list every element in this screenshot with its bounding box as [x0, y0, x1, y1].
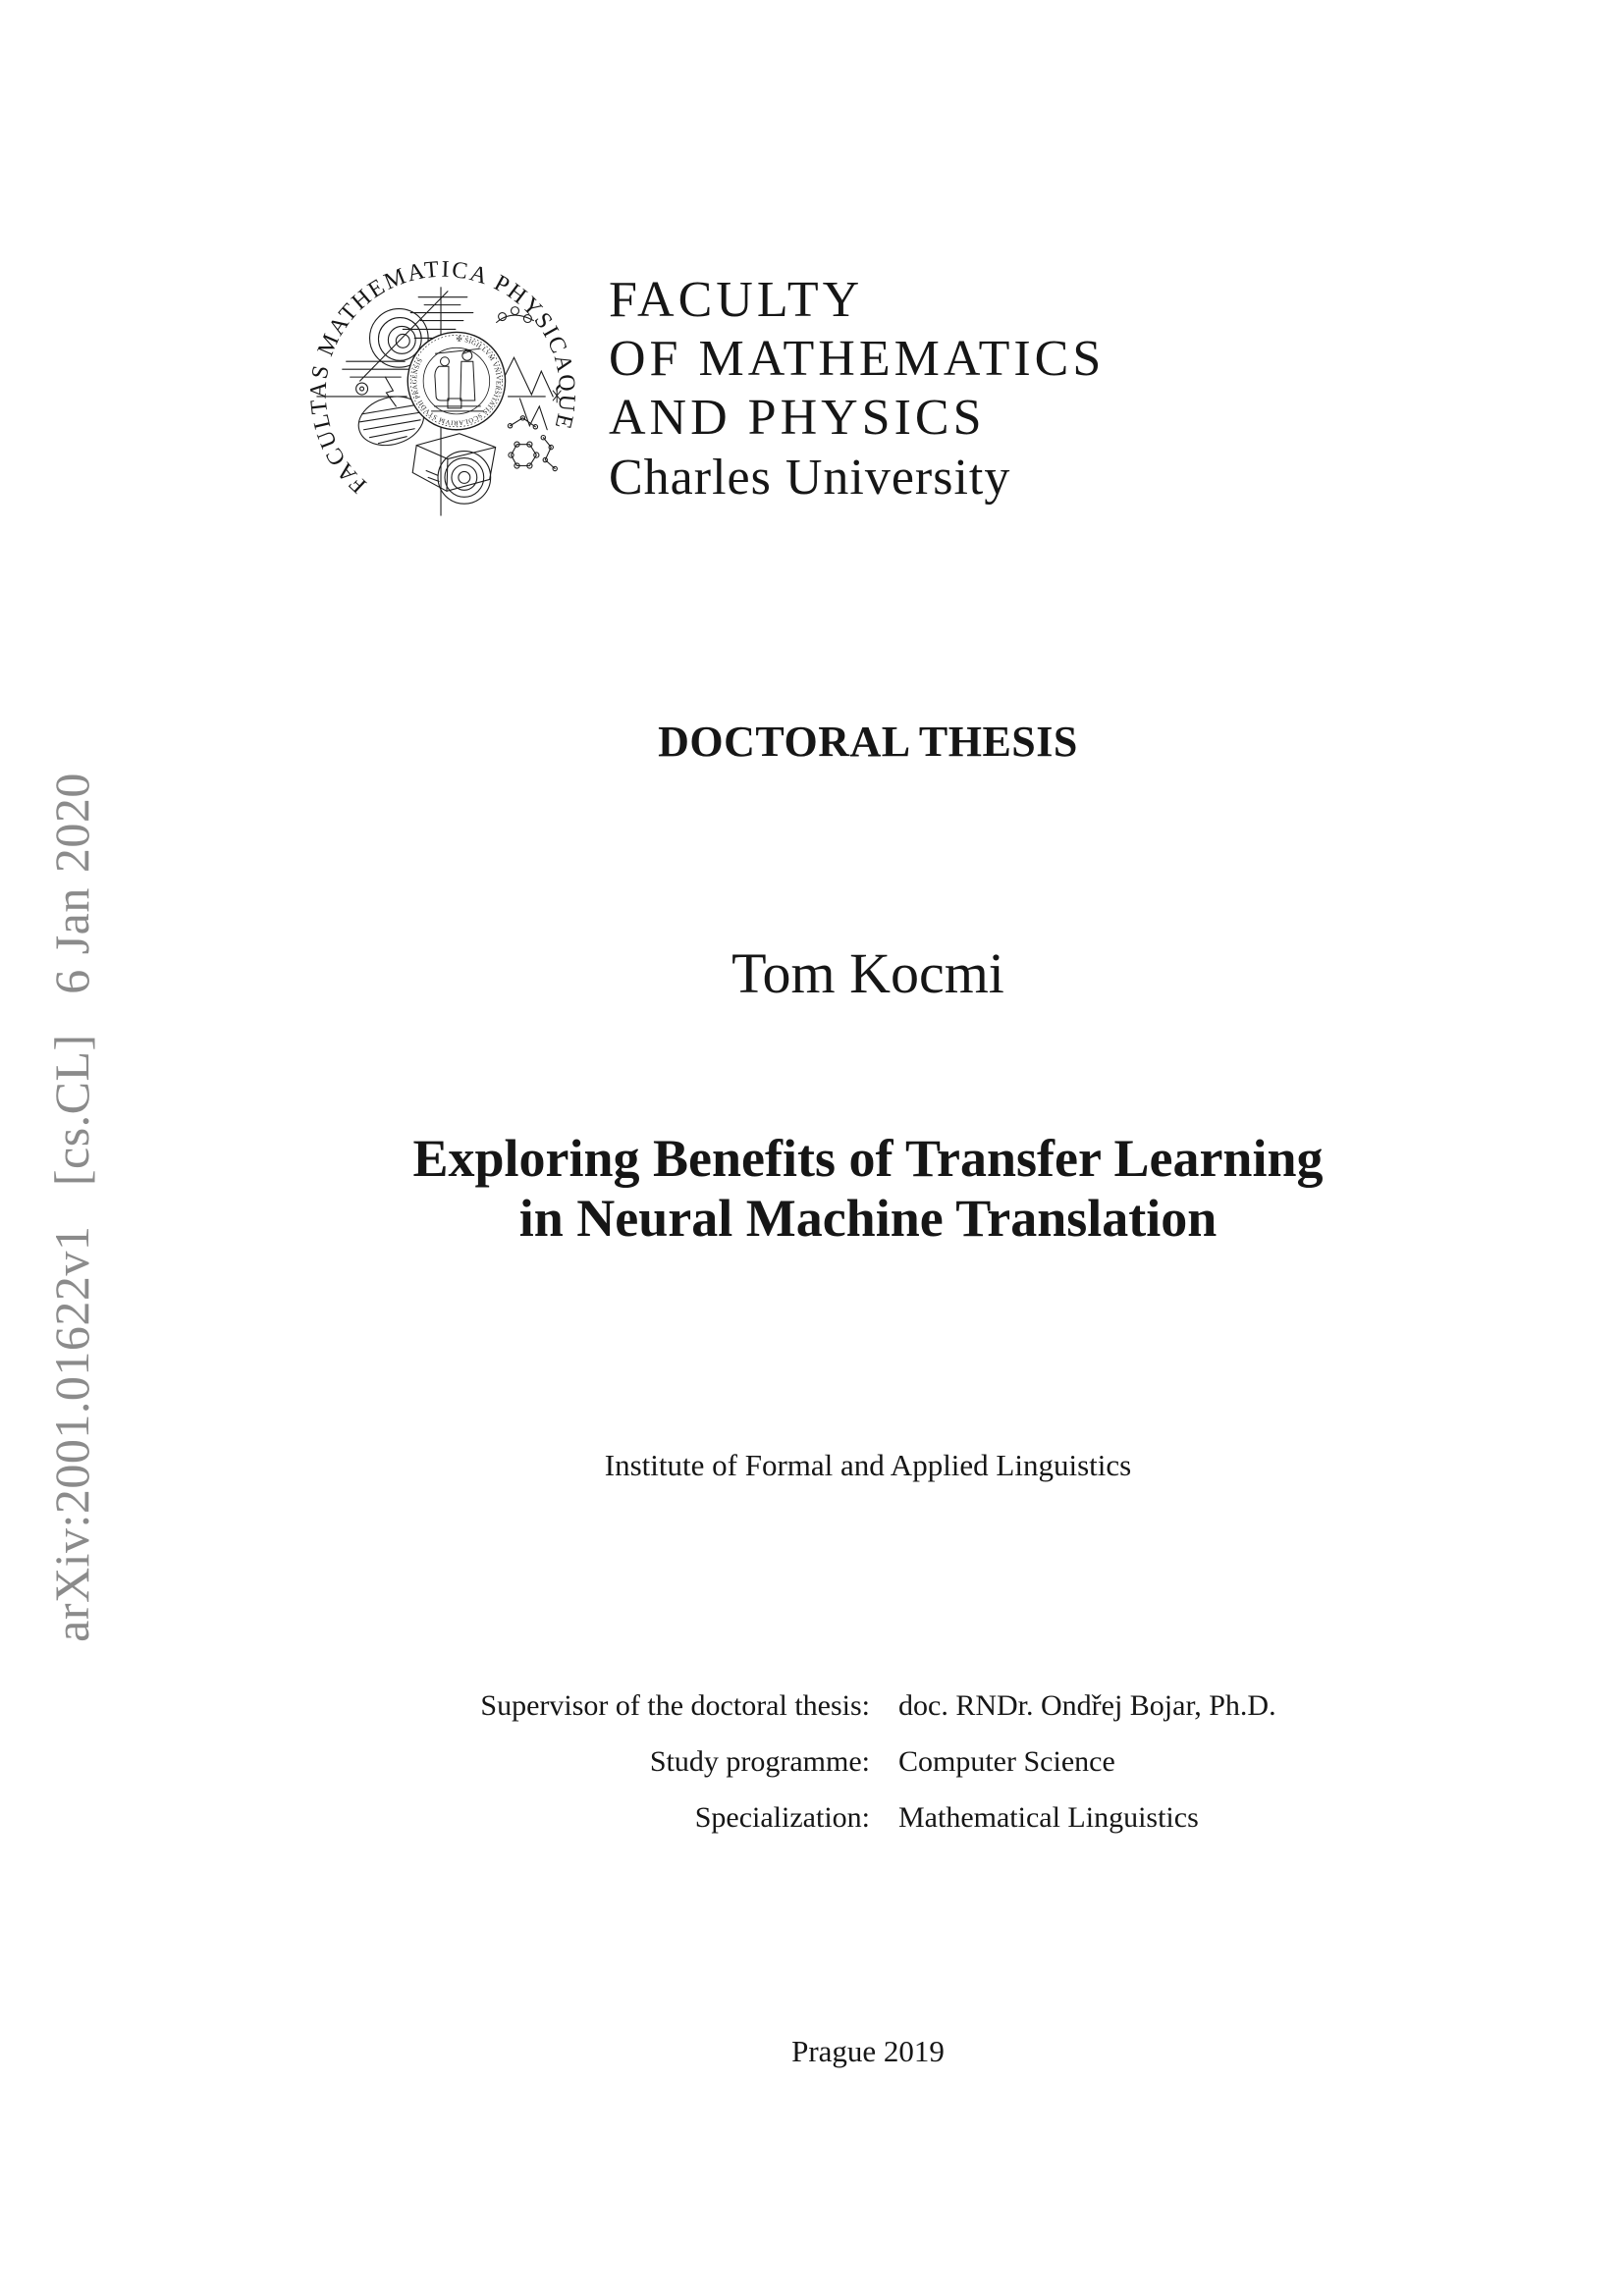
faculty-line-2: OF MATHEMATICS [609, 331, 1106, 387]
author-name: Tom Kocmi [731, 941, 1004, 1005]
thesis-title-line-1: Exploring Benefits of Transfer Learning [412, 1129, 1324, 1188]
institute-name: Institute of Formal and Applied Linguistics [604, 1448, 1132, 1482]
arxiv-watermark: arXiv:2001.01622v1 [cs.CL] 6 Jan 2020 [44, 773, 99, 1642]
detail-value-supervisor: doc. RNDr. Ondřej Bojar, Ph.D. [898, 1689, 1276, 1722]
detail-value-specialization: Mathematical Linguistics [898, 1801, 1199, 1834]
detail-label-study-programme: Study programme: [649, 1745, 870, 1778]
place-year: Prague 2019 [791, 2034, 945, 2068]
thesis-title [412, 1129, 1323, 1249]
faculty-line-1: FACULTY [609, 272, 864, 328]
detail-label-specialization: Specialization: [694, 1801, 870, 1834]
detail-value-study-programme: Computer Science [898, 1745, 1115, 1778]
seal-inner-ring-text: ✠ SIGILLVM VNIVERSITATIS SCOLARIVM STVDII PRAGENSIS [411, 336, 502, 426]
seal-inner-circle [407, 332, 505, 429]
university-name: Charles University [609, 450, 1011, 506]
thesis-kind-heading: DOCTORAL THESIS [658, 718, 1078, 766]
thesis-title-line-2: in Neural Machine Translation [518, 1189, 1218, 1248]
faculty-line-3: AND PHYSICS [609, 390, 986, 446]
university-seal-icon [301, 252, 584, 535]
detail-label-supervisor: Supervisor of the doctoral thesis: [480, 1689, 870, 1722]
masthead [609, 271, 1105, 508]
seal-ring-text: FACULTAS MATHEMATICA PHYSICAQUE [305, 256, 580, 499]
